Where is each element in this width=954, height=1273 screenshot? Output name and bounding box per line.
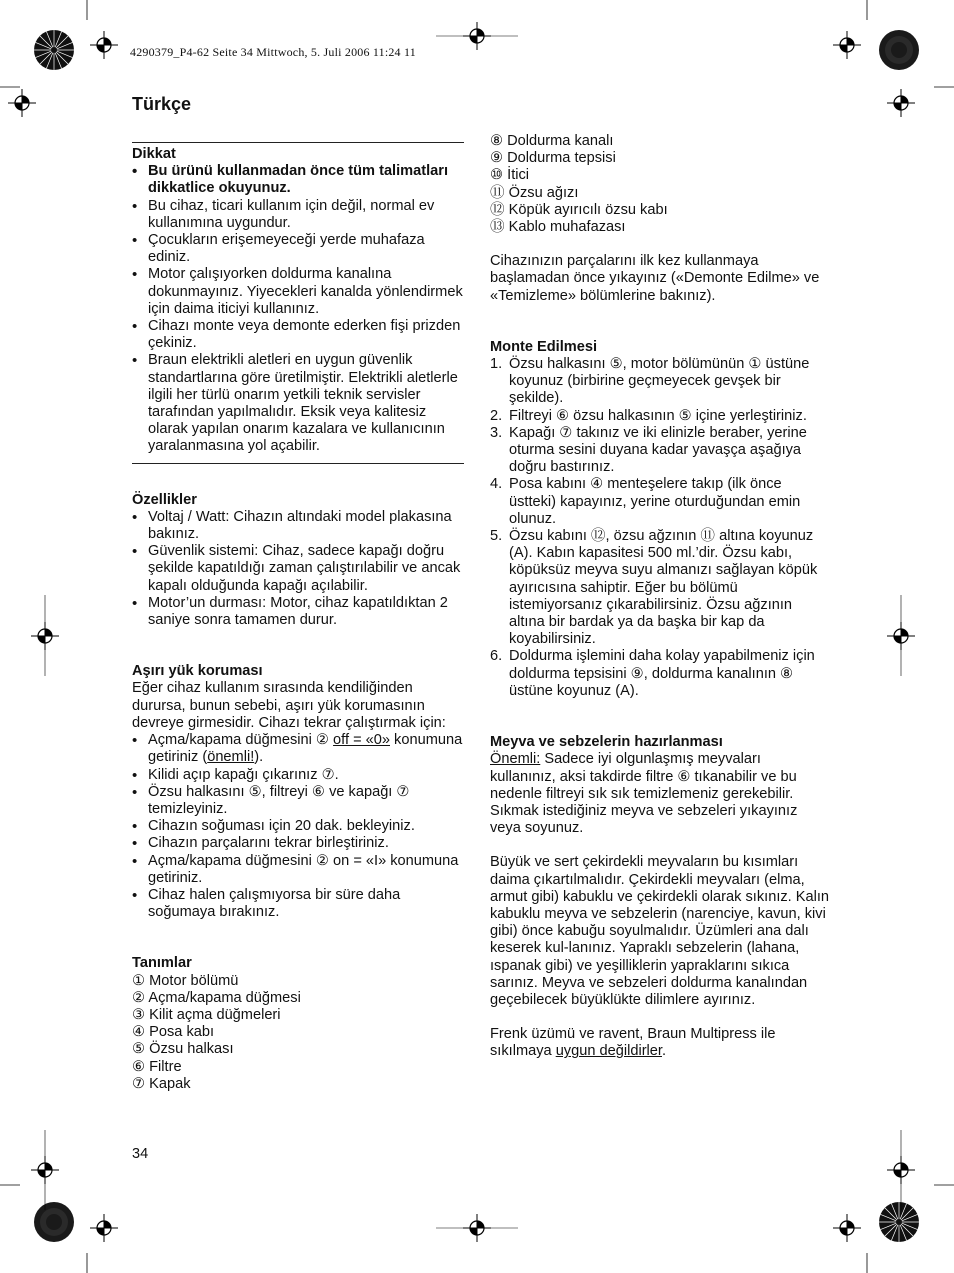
- list-item: ⑬ Kablo muhafazası: [490, 219, 626, 236]
- step-item: 1. Özsu halkasını ⑤, motor bölümünün ① üstüne koyunuz (birbirine geçmeyecek gevşek bir şekilde).: [490, 356, 810, 407]
- list-item: • Motor’un durması: Motor, cihaz kapatıldıktan 2 saniye sonra tamamen durur.: [132, 595, 468, 629]
- asiri-yuk-section: [132, 663, 468, 921]
- monte-section: [490, 339, 830, 700]
- tanimlar-list: [132, 973, 468, 1093]
- list-item: • Çocukların erişemeyeceği yerde muhafaza ediniz.: [132, 232, 468, 266]
- list-item: • Cihazın parçalarını tekrar birleştiriniz.: [132, 835, 468, 852]
- ozellikler-section: [132, 492, 468, 630]
- list-item: ⑧ Doldurma kanalı: [490, 133, 614, 149]
- asiri-yuk-list: [132, 732, 468, 921]
- list-item: ① Motor bölümü: [132, 972, 239, 989]
- tanimlar-list-continued: [490, 133, 830, 236]
- registration-target-icon: [8, 89, 36, 117]
- registration-target-icon: [833, 31, 861, 59]
- registration-target-icon: [833, 1214, 861, 1242]
- asiri-yuk-heading: Aşırı yük koruması: [132, 663, 263, 680]
- page-title: Türkçe: [132, 94, 192, 114]
- registration-target-icon: [887, 1156, 915, 1184]
- ozellikler-list: [132, 509, 468, 629]
- right-column: [490, 133, 830, 1061]
- list-item: • Cihaz halen çalışmıyorsa bir süre daha soğumaya bırakınız.: [132, 887, 468, 921]
- registration-target-icon: [463, 22, 491, 50]
- page-number: 34: [132, 1146, 149, 1162]
- list-item: • Voltaj / Watt: Cihazın altındaki model plakasına bakınız.: [132, 509, 468, 543]
- dikkat-list: [132, 163, 468, 455]
- meyva-heading: Meyva ve sebzelerin hazırlanması: [490, 734, 723, 751]
- list-item: ④ Posa kabı: [132, 1024, 215, 1041]
- list-item: • Braun elektrikli aletleri en uygun güvenlik standartlarına göre üretilmiştir. Elektrikli aletlerle ilgili her türlü onarım yetkili teknik servisler tarafından yapılmalıdır. Eksik veya kalitesiz olarak yapılan onarım kazalara ve kullanıcının yaralanmasına yol açabilir.: [132, 352, 468, 455]
- divider: [132, 142, 464, 143]
- print-header: 4290379_P4-62 Seite 34 Mittwoch, 5. Juli 2006 11:24 11: [130, 45, 416, 59]
- registration-star-icon: [34, 30, 74, 70]
- list-item: • Güvenlik sistemi: Cihaz, sadece kapağı doğru şekilde kapatıldığı zaman çalıştırılabilir ve ancak kapalı olduğunda kapağı açılabilir.: [132, 543, 468, 595]
- registration-target-icon: [887, 89, 915, 117]
- list-item: • Bu cihaz, ticari kullanım için değil, normal ev kullanımına uygundur.: [132, 198, 468, 232]
- registration-blot-icon: [34, 1202, 74, 1242]
- list-item: ⑨ Doldurma tepsisi: [490, 150, 616, 167]
- registration-star-icon: [879, 1202, 919, 1242]
- tanimlar-heading: Tanımlar: [132, 955, 192, 972]
- left-column: [132, 142, 468, 1093]
- monte-steps: [490, 356, 830, 700]
- dikkat-section: [132, 146, 468, 456]
- registration-target-icon: [887, 622, 915, 650]
- registration-target-icon: [463, 1214, 491, 1242]
- list-item: ⑤ Özsu halkası: [132, 1041, 234, 1058]
- step-item: 6. Doldurma işlemini daha kolay yapabilmeniz için doldurma tepsisini ⑨, doldurma kanalının ⑧ üstüne koyunuz (A).: [490, 648, 815, 699]
- meyva-section: [490, 734, 830, 1060]
- asiri-yuk-intro: Eğer cihaz kullanım sırasında kendiliğinden durursa, bunun sebebi, aşırı yük korumasının devreye girmesidir. Cihazı tekrar çalıştırmak için:: [132, 680, 446, 731]
- list-item: ⑥ Filtre: [132, 1058, 182, 1075]
- step-item: 3. Kapağı ⑦ takınız ve iki elinizle beraber, yerine oturma sesini duyana kadar yavaşça aşağıya doğru bastırınız.: [490, 424, 807, 476]
- list-item: • Cihazın soğuması için 20 dak. bekleyiniz.: [132, 818, 468, 835]
- list-item: • Açma/kapama düğmesini ② on = «I» konumuna getiriniz.: [132, 853, 468, 887]
- list-item: • Kilidi açıp kapağı çıkarınız ⑦.: [132, 767, 468, 784]
- list-item: ② Açma/kapama düğmesi: [132, 989, 301, 1006]
- list-item: ⑦ Kapak: [132, 1075, 191, 1092]
- ozellikler-heading: Özellikler: [132, 491, 197, 508]
- meyva-paragraph-1: Önemli: Sadece iyi olgunlaşmış meyvaları kullanınız, aksi takdirde filtre ⑥ tıkanabilir ve bu nedenle filtreyi sık sık temizlemeniz gerekebilir. Sıkmak istediğiniz meyva ve sebzeleri yıkayınız veya soyunuz.: [490, 751, 798, 837]
- step-item: 5. Özsu kabını ⑫, özsu ağzının ⑪ altına koyunuz (A). Kabın kapasitesi 500 ml.’dir. Özsu kabı, köpüksüz meyva suyu almanızı sağlayan köpük ayırıcısına sahiptir. Eğer bu bölümü istemiyorsanız çıkarabilirsiniz. Özsu ağzının altına bir bardak ya da başka bir kap da koyabilirsiniz.: [490, 528, 818, 648]
- meyva-paragraph-3: Frenk üzümü ve ravent, Braun Multipress ile sıkılmaya uygun değildirler.: [490, 1026, 776, 1060]
- list-item: • Bu ürünü kullanmadan önce tüm talimatları dikkatlice okuyunuz.: [132, 163, 468, 197]
- registration-target-icon: [31, 622, 59, 650]
- first-use-paragraph: Cihazınızın parçalarını ilk kez kullanmaya başlamadan önce yıkayınız («Demonte Edilme» ve «Temizleme» bölümlerine bakınız).: [490, 253, 820, 304]
- list-item: • Açma/kapama düğmesini ② off = «0» konumuna getiriniz (önemli!).: [132, 732, 468, 766]
- meyva-paragraph-2: Büyük ve sert çekirdekli meyvaların bu kısımları daima çıkartılmalıdır. Çekirdekli meyvaları (elma, armut gibi) kabuklu ve çekirdekli olarak sıkınız. Kalın kabuklu meyva ve sebzelerin (narenciye, kavun, kivi gibi) önce kabuğu soyulmalıdır. Üzümleri ana dalı keserek kul-lanınız. Yapraklı sebzelerin (lahana, ıspanak gibi) ve yeşilliklerin yapraklarını sıkıca sarınız. Meyva ve sebzeleri doldurma kanalından geçebilecek büyüklükte dilimlere ayırınız.: [490, 854, 830, 1008]
- list-item: ⑪ Özsu ağızı: [490, 184, 579, 201]
- registration-target-icon: [31, 1156, 59, 1184]
- monte-heading: Monte Edilmesi: [490, 338, 598, 355]
- dikkat-heading: Dikkat: [132, 146, 176, 162]
- list-item: ⑩ İtici: [490, 167, 530, 184]
- list-item: • Cihazı monte veya demonte ederken fişi prizden çekiniz.: [132, 318, 468, 352]
- registration-target-icon: [90, 31, 118, 59]
- tanimlar-section: [132, 955, 468, 1093]
- step-item: 4. Posa kabını ④ menteşelere takıp (ilk önce üstteki) kapayınız, yerine oturduğundan emin olunuz.: [490, 476, 801, 527]
- list-item: ⑫ Köpük ayırıcılı özsu kabı: [490, 201, 668, 218]
- step-item: 2. Filtreyi ⑥ özsu halkasının ⑤ içine yerleştiriniz.: [490, 407, 807, 424]
- list-item: ③ Kilit açma düğmeleri: [132, 1006, 281, 1023]
- list-item: • Motor çalışıyorken doldurma kanalına dokunmayınız. Yiyecekleri kanalda yönlendirmek için daima iticiyi kullanınız.: [132, 266, 468, 318]
- list-item: • Özsu halkasını ⑤, filtreyi ⑥ ve kapağı ⑦ temizleyiniz.: [132, 784, 468, 818]
- registration-target-icon: [90, 1214, 118, 1242]
- registration-blot-icon: [879, 30, 919, 70]
